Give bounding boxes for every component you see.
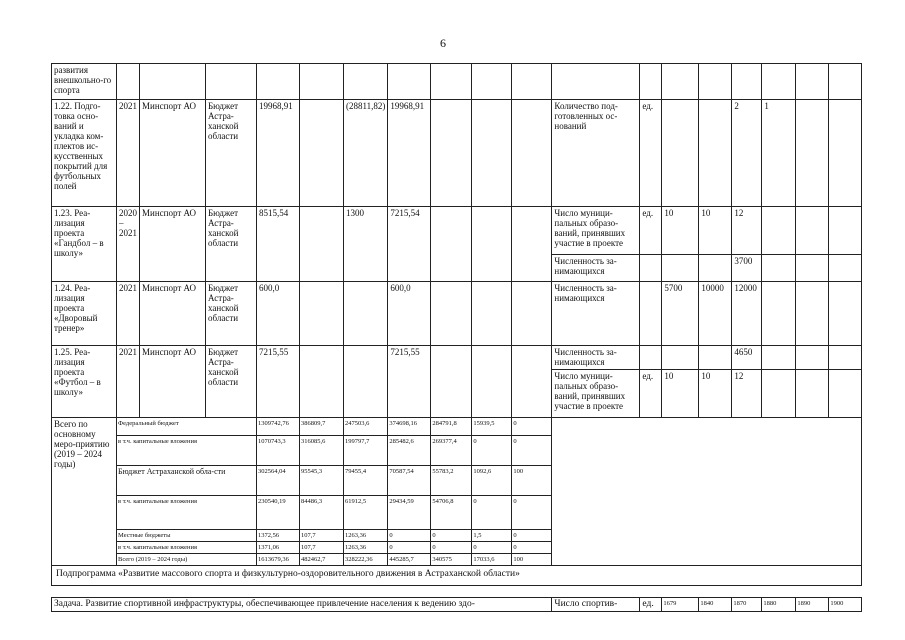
task-value: 1880 bbox=[762, 598, 796, 612]
totals-value: 79455,4 bbox=[344, 466, 388, 496]
totals-line-label: Бюджет Астраханской обла-сти bbox=[117, 466, 257, 496]
indicator-name: Численность за-нимающихся bbox=[552, 255, 640, 282]
totals-value: 1372,56 bbox=[257, 530, 300, 542]
measure-name: 1.22. Подго-товка осно-ваний и укладка ком-плектов ис-кусственных покрытий для футбольных полей bbox=[52, 100, 117, 207]
indicator-value: 10000 bbox=[699, 282, 732, 346]
indicator-value: 5700 bbox=[662, 282, 699, 346]
table-row bbox=[52, 100, 862, 207]
subprogram-title: Подпрограмма «Развитие массового спорта и физкультурно-оздоровительного движения в Астраханской области» bbox=[52, 566, 862, 586]
measure-source: Бюджет Астра-ханской области bbox=[206, 100, 257, 207]
measure-2020: (28811,82) bbox=[344, 100, 388, 207]
indicator-name: Число муници-пальных образо-ваний, принявших участие в проекте bbox=[552, 207, 640, 255]
indicator-value: 1 bbox=[762, 100, 796, 207]
measure-name: 1.25. Реа-лизация проекта «Футбол – в школу» bbox=[52, 346, 117, 418]
totals-value: 199797,7 bbox=[344, 436, 388, 466]
totals-value: 1092,6 bbox=[472, 466, 512, 496]
task-indicator: Число спортив- bbox=[552, 598, 640, 612]
indicator-value: 10 bbox=[662, 370, 699, 418]
totals-value: 0 bbox=[388, 542, 431, 554]
measure-executor: Минспорт АО bbox=[140, 207, 206, 282]
totals-value: 0 bbox=[512, 542, 552, 554]
totals-value: 0 bbox=[472, 436, 512, 466]
totals-value: 84486,3 bbox=[300, 496, 344, 530]
totals-value: 1371,06 bbox=[257, 542, 300, 554]
totals-value: 445285,7 bbox=[388, 554, 431, 566]
totals-value: 0 bbox=[431, 542, 472, 554]
page-number: 6 bbox=[440, 36, 446, 50]
measure-total: 19968,91 bbox=[257, 100, 300, 207]
indicator-value: 3700 bbox=[732, 255, 762, 282]
measure-source: Бюджет Астра-ханской области bbox=[206, 346, 257, 418]
subprogram-row bbox=[52, 566, 862, 586]
task-row bbox=[52, 598, 862, 612]
indicator-value: 10 bbox=[699, 370, 732, 418]
measure-2020: 1300 bbox=[344, 207, 388, 282]
totals-value: 1309742,76 bbox=[257, 418, 300, 436]
totals-value: 1070743,3 bbox=[257, 436, 300, 466]
indicator-value: 10 bbox=[662, 207, 699, 255]
totals-line-label: в т.ч. капитальные вложения bbox=[117, 542, 257, 554]
totals-row bbox=[52, 418, 862, 436]
table-row bbox=[52, 207, 862, 255]
measure-year: 2021 bbox=[117, 100, 140, 207]
measure-name: 1.23. Реа-лизация проекта «Гандбол – в школу» bbox=[52, 207, 117, 282]
totals-value: 285482,6 bbox=[388, 436, 431, 466]
task-value: 1870 bbox=[732, 598, 762, 612]
totals-value: 0 bbox=[512, 436, 552, 466]
indicator-value: 4650 bbox=[732, 346, 762, 370]
totals-value: 1613679,36 bbox=[257, 554, 300, 566]
task-unit: ед. bbox=[640, 598, 662, 612]
totals-value: 386809,7 bbox=[300, 418, 344, 436]
measure-source: Бюджет Астра-ханской области bbox=[206, 282, 257, 346]
indicator-value: 12 bbox=[732, 370, 762, 418]
totals-value: 0 bbox=[512, 530, 552, 542]
totals-value: 0 bbox=[472, 496, 512, 530]
measure-executor: Минспорт АО bbox=[140, 282, 206, 346]
totals-value: 0 bbox=[512, 418, 552, 436]
measure-year: 2020 – 2021 bbox=[117, 207, 140, 282]
totals-value: 0 bbox=[431, 530, 472, 542]
indicator-unit: ед. bbox=[640, 370, 662, 418]
measure-year: 2021 bbox=[117, 346, 140, 418]
totals-value: 230540,19 bbox=[257, 496, 300, 530]
task-value: 1900 bbox=[829, 598, 862, 612]
indicator-name: Число муници-пальных образо-ваний, принявших участие в проекте bbox=[552, 370, 640, 418]
totals-value: 107,7 bbox=[300, 542, 344, 554]
totals-value: 95545,3 bbox=[300, 466, 344, 496]
totals-value: 0 bbox=[472, 542, 512, 554]
task-value: 1679 bbox=[662, 598, 699, 612]
totals-value: 61912,5 bbox=[344, 496, 388, 530]
totals-value: 482462,7 bbox=[300, 554, 344, 566]
task-value: 1840 bbox=[699, 598, 732, 612]
totals-value: 107,7 bbox=[300, 530, 344, 542]
totals-value: 54706,8 bbox=[431, 496, 472, 530]
measure-source: Бюджет Астра-ханской области bbox=[206, 207, 257, 282]
totals-value: 55783,2 bbox=[431, 466, 472, 496]
top-row-text: развития внешкольно-го спорта bbox=[52, 64, 117, 100]
totals-value: 1,5 bbox=[472, 530, 512, 542]
totals-label: Всего по основному меро-приятию (2019 – 2024 годы) bbox=[52, 418, 117, 566]
indicator-value: 2 bbox=[732, 100, 762, 207]
totals-value: 100 bbox=[512, 554, 552, 566]
indicator-value: 12000 bbox=[732, 282, 762, 346]
measure-name: 1.24. Реа-лизация проекта «Дворовый тренер» bbox=[52, 282, 117, 346]
totals-value: 269377,4 bbox=[431, 436, 472, 466]
totals-value: 0 bbox=[512, 496, 552, 530]
totals-value: 1263,36 bbox=[344, 530, 388, 542]
indicator-unit: ед. bbox=[640, 207, 662, 255]
totals-value: 302564,04 bbox=[257, 466, 300, 496]
indicator-value: 10 bbox=[699, 207, 732, 255]
indicator-name: Численность за-нимающихся bbox=[552, 346, 640, 370]
totals-line-label: Всего (2019 – 2024 годы) bbox=[117, 554, 257, 566]
measure-total: 8515,54 bbox=[257, 207, 300, 282]
totals-value: 0 bbox=[388, 530, 431, 542]
indicator-value: 12 bbox=[732, 207, 762, 255]
measure-year: 2021 bbox=[117, 282, 140, 346]
totals-value: 70587,54 bbox=[388, 466, 431, 496]
measure-2021: 600,0 bbox=[388, 282, 431, 346]
totals-value: 17033,6 bbox=[472, 554, 512, 566]
totals-value: 29434,59 bbox=[388, 496, 431, 530]
table-row bbox=[52, 64, 862, 100]
measure-total: 7215,55 bbox=[257, 346, 300, 418]
table-row bbox=[52, 346, 862, 370]
task-text: Задача. Развитие спортивной инфраструктуры, обеспечивающее привлечение населения к ведению здо- bbox=[52, 598, 552, 612]
totals-line-label: в т.ч. капитальные вложения bbox=[117, 496, 257, 530]
totals-line-label: Местные бюджеты bbox=[117, 530, 257, 542]
measure-total: 600,0 bbox=[257, 282, 300, 346]
totals-value: 100 bbox=[512, 466, 552, 496]
totals-value: 328222,36 bbox=[344, 554, 388, 566]
totals-value: 284791,8 bbox=[431, 418, 472, 436]
measure-2021: 19968,91 bbox=[388, 100, 431, 207]
program-table bbox=[51, 63, 862, 612]
totals-line-label: Федеральный бюджет bbox=[117, 418, 257, 436]
indicator-name: Численность за-нимающихся bbox=[552, 282, 640, 346]
totals-value: 374698,16 bbox=[388, 418, 431, 436]
measure-2021: 7215,55 bbox=[388, 346, 431, 418]
indicator-name: Количество под-готовленных ос-нований bbox=[552, 100, 640, 207]
table-row bbox=[52, 282, 862, 346]
measure-2021: 7215,54 bbox=[388, 207, 431, 282]
totals-line-label: в т.ч. капитальные вложения bbox=[117, 436, 257, 466]
totals-value: 1263,36 bbox=[344, 542, 388, 554]
indicator-unit: ед. bbox=[640, 100, 662, 207]
measure-executor: Минспорт АО bbox=[140, 100, 206, 207]
totals-value: 340575 bbox=[431, 554, 472, 566]
measure-executor: Минспорт АО bbox=[140, 346, 206, 418]
totals-value: 15939,5 bbox=[472, 418, 512, 436]
totals-value: 247503,6 bbox=[344, 418, 388, 436]
task-value: 1890 bbox=[796, 598, 829, 612]
totals-value: 316085,6 bbox=[300, 436, 344, 466]
